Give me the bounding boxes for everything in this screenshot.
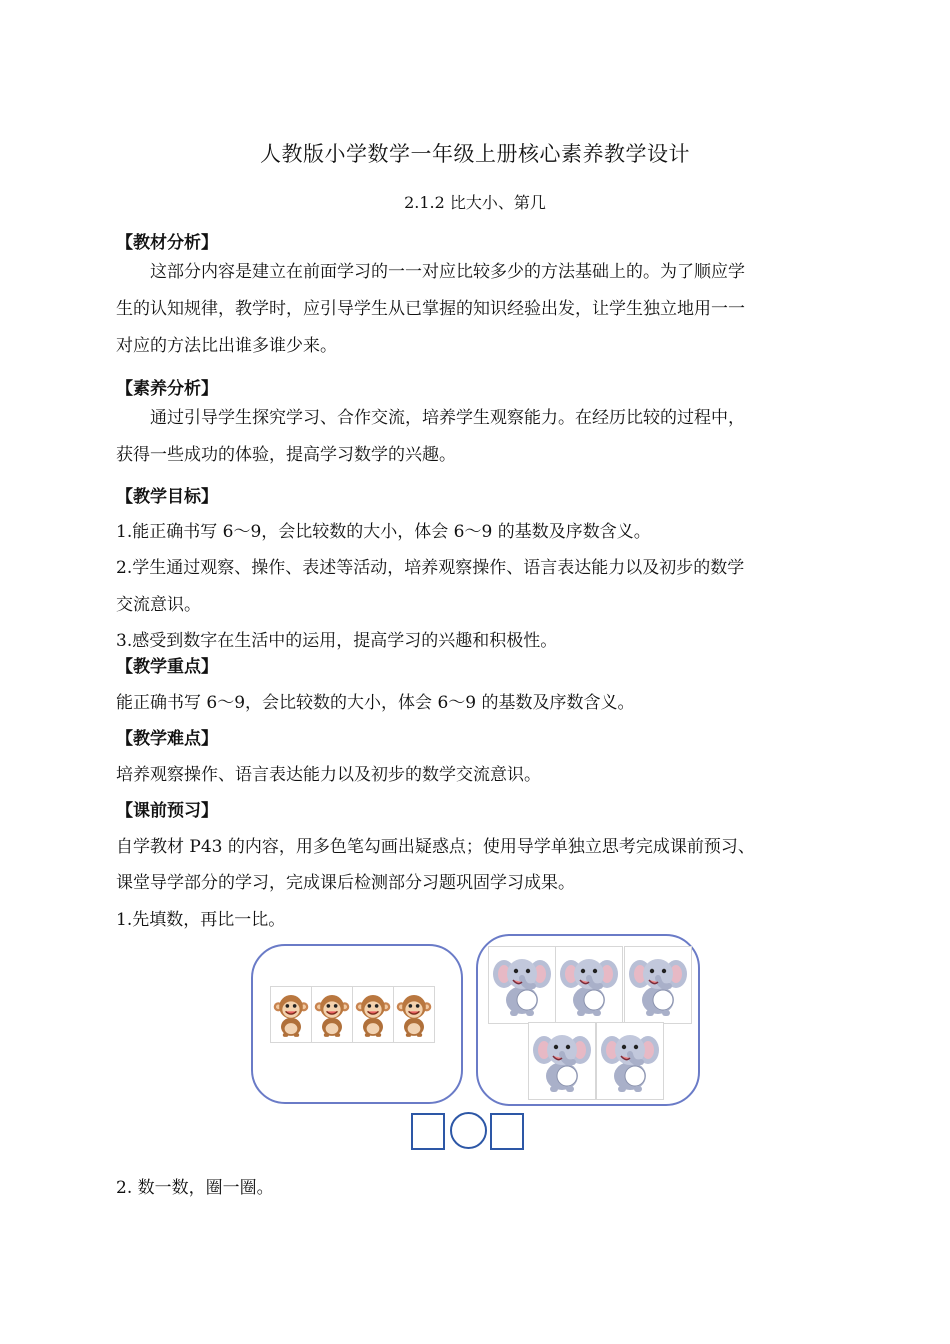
monkey-group-box (251, 944, 463, 1104)
material-analysis-heading: 【教材分析】 (116, 233, 218, 253)
lesson-subtitle: 2.1.2 比大小、第几 (404, 193, 546, 212)
difficulties-heading: 【教学难点】 (116, 729, 218, 749)
literacy-analysis-heading: 【素养分析】 (116, 379, 218, 399)
monkey-image (393, 986, 435, 1043)
goal-item: 3.感受到数字在生活中的运用，提高学习的兴趣和积极性。 (116, 631, 558, 651)
elephant-image (624, 946, 692, 1024)
preview-heading: 【课前预习】 (116, 801, 218, 821)
preview-line: 自学教材 P43 的内容，用多色笔勾画出疑惑点；使用导学单独立思考完成课前预习、 (116, 837, 755, 857)
goal-item: 1.能正确书写 6～9，会比较数的大小，体会 6～9 的基数及序数含义。 (116, 522, 651, 542)
elephant-image (555, 946, 623, 1024)
key-points-text: 能正确书写 6～9，会比较数的大小，体会 6～9 的基数及序数含义。 (116, 693, 635, 713)
elephant-image (488, 946, 556, 1024)
elephant-image (596, 1022, 664, 1100)
document-title: 人教版小学数学一年级上册核心素养教学设计 (260, 142, 690, 166)
question-1: 1.先填数，再比一比。 (116, 910, 286, 930)
answer-square-right[interactable] (490, 1113, 524, 1150)
goal-item: 交流意识。 (116, 595, 201, 615)
key-points-heading: 【教学重点】 (116, 657, 218, 677)
monkey-image (270, 986, 312, 1043)
literacy-line: 通过引导学生探究学习、合作交流，培养学生观察能力。在经历比较的过程中， (150, 408, 745, 428)
teaching-goals-heading: 【教学目标】 (116, 487, 218, 507)
difficulties-text: 培养观察操作、语言表达能力以及初步的数学交流意识。 (116, 765, 541, 785)
material-line: 对应的方法比出谁多谁少来。 (116, 336, 337, 356)
elephant-group-box (476, 934, 700, 1106)
literacy-line: 获得一些成功的体验，提高学习数学的兴趣。 (116, 445, 456, 465)
material-line: 生的认知规律，教学时，应引导学生从已掌握的知识经验出发，让学生独立地用一一 (116, 299, 745, 319)
material-line: 这部分内容是建立在前面学习的一一对应比较多少的方法基础上的。为了顺应学 (150, 262, 745, 282)
preview-line: 课堂导学部分的学习，完成课后检测部分习题巩固学习成果。 (116, 873, 575, 893)
goal-item: 2.学生通过观察、操作、表述等活动，培养观察操作、语言表达能力以及初步的数学 (116, 558, 745, 578)
material-analysis-text (116, 254, 838, 365)
elephant-image (528, 1022, 596, 1100)
monkey-image (352, 986, 394, 1043)
question-2: 2. 数一数，圈一圈。 (116, 1178, 274, 1198)
monkey-image (311, 986, 353, 1043)
answer-circle[interactable] (450, 1112, 487, 1149)
answer-square-left[interactable] (411, 1113, 445, 1150)
literacy-analysis-text (116, 400, 838, 474)
